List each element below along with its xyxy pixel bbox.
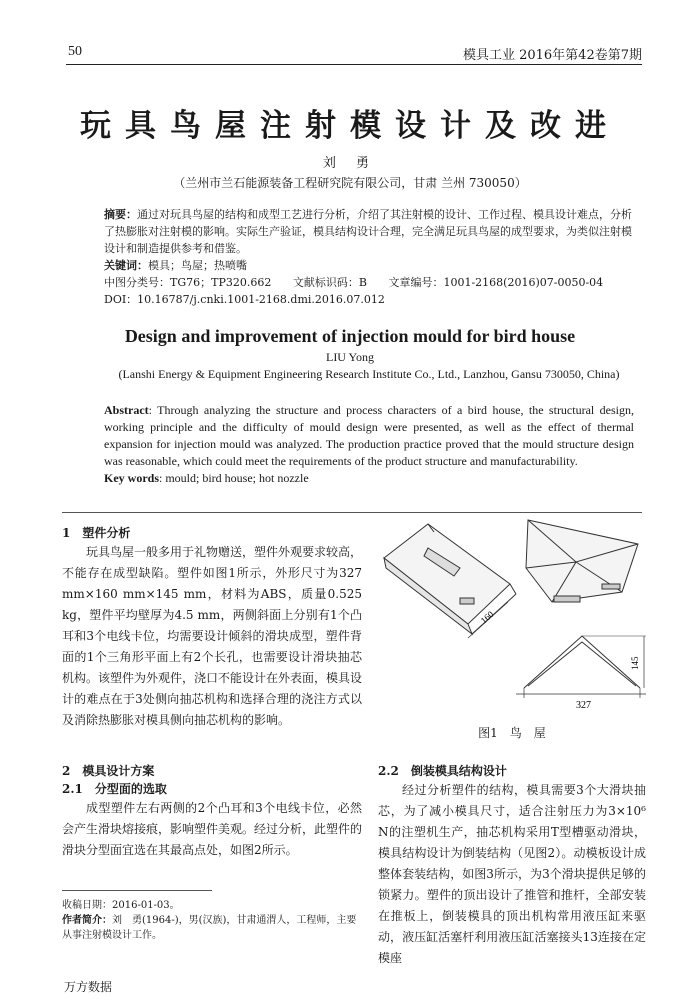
watermark: 万方数据 — [64, 980, 113, 994]
bird-house-front-view — [516, 636, 646, 698]
author-bio: 刘 勇(1964-)，男(汉族)，甘肃通渭人，工程师，主要从事注射模设计工作。 — [62, 915, 357, 941]
dim-depth-label: 160 — [478, 609, 496, 626]
author-en: LIU Yong — [325, 350, 374, 364]
header-rule — [66, 64, 642, 65]
article-number: 文章编号：1001-2168(2016)07-0050-04 — [388, 276, 604, 289]
section-1-heading: 1 塑件分析 — [62, 526, 131, 540]
figure-1-caption: 图1 鸟 屋 — [478, 726, 546, 740]
section-1-body — [62, 542, 362, 731]
section-2-2-body — [378, 780, 646, 969]
footnote — [62, 898, 362, 943]
article-meta — [104, 274, 634, 308]
footnote-rule — [62, 890, 212, 891]
author-bio-label: 作者简介： — [62, 915, 112, 926]
keywords-cn-label: 关键词： — [104, 259, 148, 272]
abstract-en-text: : Through analyzing the structure and process characters of a bird house, the structural design, working principle and the difficulty of mould design were presented, as well as the effect of thermal expansion for injection mould was analyzed. The production practice proved that the mould structure design was reasonable, which could meet the requirements of the product structure and manufacturability. — [104, 403, 634, 468]
received-date: 收稿日期：2016-01-03。 — [62, 900, 180, 911]
section-2-1-heading: 2.1 分型面的选取 — [62, 782, 167, 796]
title-en: Design and improvement of injection mould for bird house — [124, 326, 576, 346]
keywords-en-label: Key words — [104, 471, 159, 485]
abstract-en — [104, 402, 634, 487]
author-cn: 刘 勇 — [322, 156, 378, 171]
section-1-text: 玩具鸟屋一般多用于礼物赠送，塑件外观要求较高，不能存在成型缺陷。塑件如图1所示，外形尺寸为327 mm×160 mm×145 mm，材料为ABS，质量0.525 kg，塑件平均壁厚为4.5 mm，两侧斜面上分别有1个凸耳和3个电线卡位，均需要设计倾斜的滑块成型，塑件背面的1个三角形平面上有2个长孔，也需要设计滑块抽芯机构。该塑件为外观件，浇口不能设计在外表面，模具设计的难点在于3处侧向抽芯机构和选择合理的浇注方式以及消除热膨胀对模具侧向抽芯机构的影响。 — [62, 545, 363, 727]
bird-house-3d-view — [384, 524, 516, 634]
journal-header: 模具工业 2016年第42卷第7期 — [462, 48, 642, 63]
page-title: 玩具鸟屋注射模设计及改进 — [80, 108, 620, 144]
clc-number: 中图分类号：TG76；TP320.662 — [104, 276, 272, 289]
bird-house-inner-view — [526, 520, 638, 602]
keywords-cn: 模具；鸟屋；热喷嘴 — [148, 259, 247, 272]
section-2-1-body — [62, 798, 362, 861]
dim-width-label: 327 — [576, 700, 591, 711]
keywords-en: : mould; bird house; hot nozzle — [159, 471, 309, 485]
affiliation-cn: （兰州市兰石能源装备工程研究院有限公司，甘肃 兰州 730050） — [173, 176, 527, 190]
section-divider — [62, 512, 642, 513]
section-2-heading: 2 模具设计方案 — [62, 764, 155, 778]
abstract-en-label: Abstract — [104, 403, 149, 417]
affiliation-en: (Lanshi Energy & Equipment Engineering Research Institute Co., Ltd., Lanzhou, Gansu 730050, China) — [118, 367, 620, 381]
abstract-cn — [104, 206, 634, 274]
section-2-2-heading: 2.2 倒装模具结构设计 — [378, 764, 507, 778]
doi: DOI：10.16787/j.cnki.1001-2168.dmi.2016.07.012 — [104, 293, 385, 306]
dim-height-label: 145 — [630, 656, 640, 670]
section-2-1-text: 成型塑件左右两侧的2个凸耳和3个电线卡位，必然会产生滑块熔接痕，影响塑件美观。经过分析，此塑件的滑块分型面宜选在其最高点处，如图2所示。 — [62, 801, 363, 857]
page-number: 50 — [68, 44, 82, 59]
abstract-cn-label: 摘要： — [104, 208, 137, 221]
figure-1-bird-house — [376, 518, 648, 718]
doc-code: 文献标识码：B — [292, 276, 367, 289]
section-2-2-text: 经过分析塑件的结构，模具需要3个大滑块抽芯，为了减小模具尺寸，适合注射压力为3×10⁶ N的注塑机生产，抽芯机构采用T型槽驱动滑块，模具结构设计为倒装结构（见图2）。动模板设计成整体套装结构，如图3所示，为3个滑块提供足够的锁紧力。塑件的顶出设计了推管和推杆，全部安装在推板上，倒装模具的顶出机构常用液压缸来驱动，液压缸活塞杆利用液压缸活塞接头13连接在定模座 — [378, 783, 646, 965]
abstract-cn-text: 通过对玩具鸟屋的结构和成型工艺进行分析，介绍了其注射模的设计、工作过程、模具设计难点，分析了热膨胀对注射模的影响。实际生产验证，模具结构设计合理，完全满足玩具鸟屋的成型要求，为类似注射模设计和制造提供参考和借鉴。 — [104, 208, 632, 255]
